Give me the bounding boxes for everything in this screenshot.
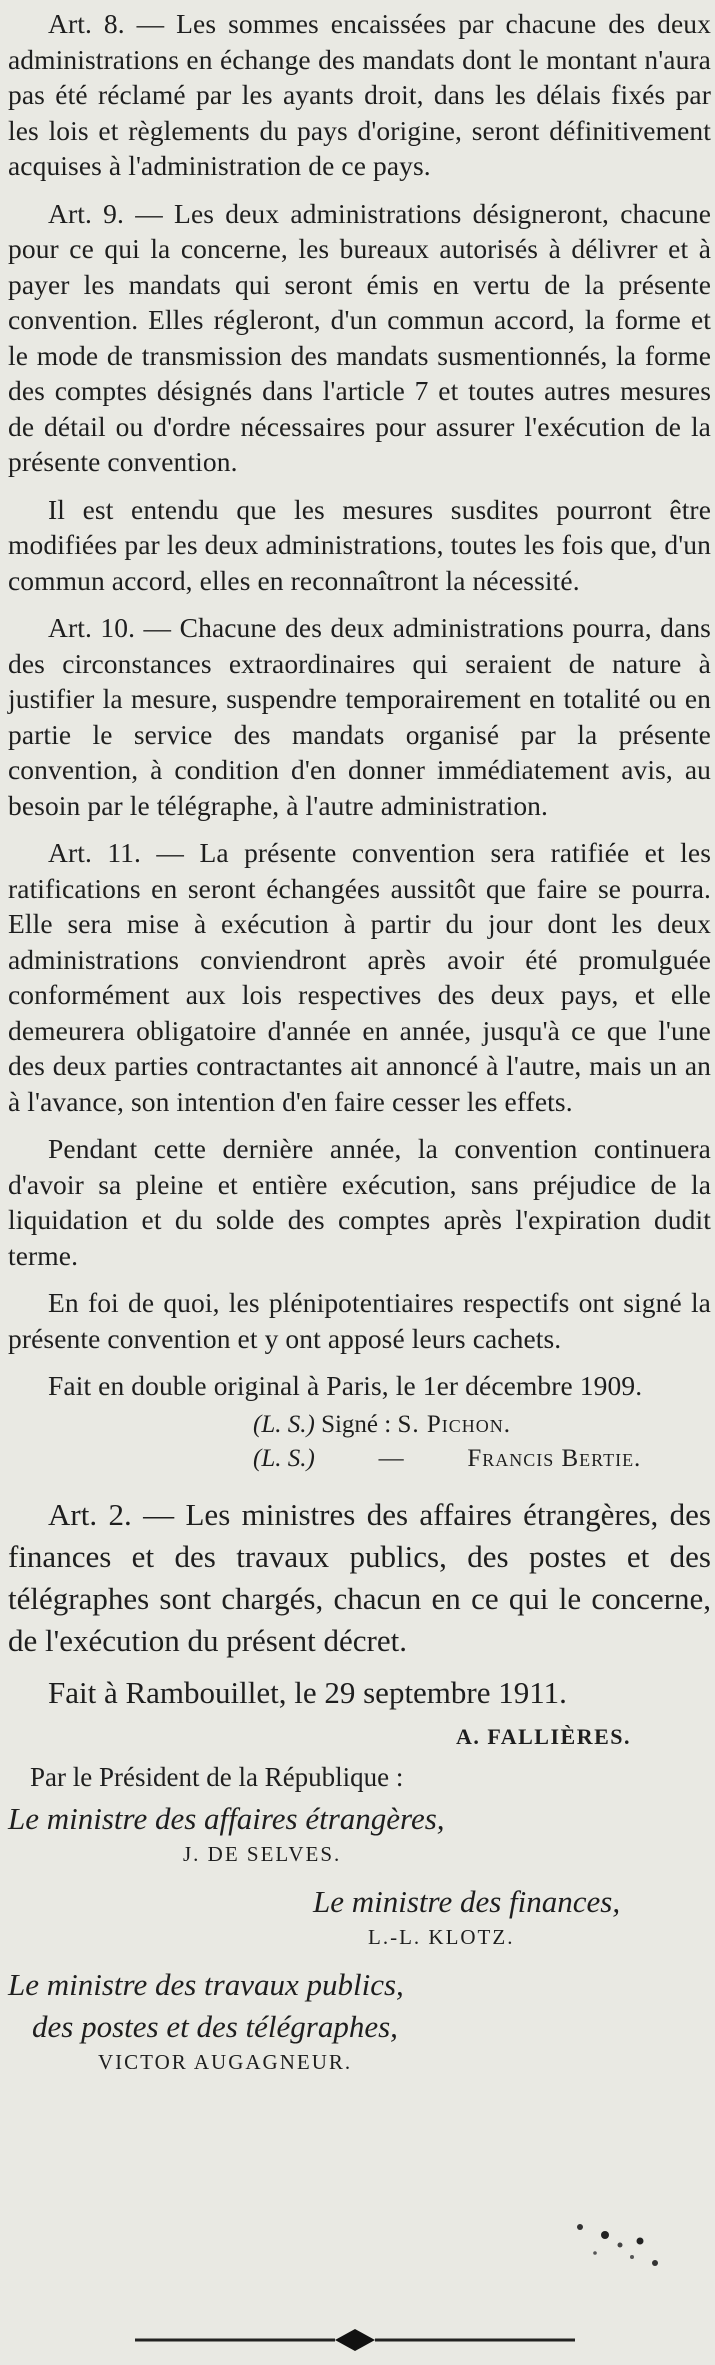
signatory-name: S. Pichon. [397, 1410, 512, 1438]
minister-name: L.-L. KLOTZ. [368, 1924, 515, 1949]
signatory-name: Francis Bertie. [467, 1444, 642, 1472]
article-label: Art. 8. — [48, 8, 165, 39]
paragraph-text: Fait en double original à Paris, le 1er décembre 1909. [48, 1370, 643, 1401]
signature-line [8, 1442, 711, 1476]
article-text: Chacune des deux administrations pourra, dans des circonstances extraordinaires qui seraient de nature à justifier la mesure, suspendre temporairement en totalité ou en partie le service des mandats organisé par la présente convention, à condition d'en donner immédiatement avis, au besoin par le télégraphe, à l'autre administration. [8, 612, 711, 821]
minister-name-line [8, 1842, 711, 1867]
minister-title: Le ministre des travaux publics, [8, 1966, 404, 2002]
minister-name-line [8, 2050, 711, 2075]
minister-public-works [8, 1964, 711, 2075]
article-text: Les deux administrations désigneront, chacune pour ce qui la concerne, les bureaux autorisés à délivrer et à payer les mandats qui seront émis en vertu de la présente convention. Elles régleront, d'un commun accord, la forme et le mode de transmission des mandats susmentionnés, la forme des comptes désignés dans l'article 7 et toutes autres mesures de détail ou d'ordre nécessaires pour assurer l'exécution de la présente convention. [8, 197, 712, 477]
minister-finances [8, 1881, 711, 1950]
article-11-continuation [8, 1131, 711, 1273]
minister-name: VICTOR AUGAGNEUR. [98, 2049, 353, 2074]
decree-article-2 [8, 1494, 711, 1662]
article-9-continuation [8, 492, 711, 599]
paragraph-text: En foi de quoi, les plénipotentiaires respectifs ont signé la présente convention et y ont apposé leurs cachets. [8, 1287, 711, 1354]
signature-role: — [378, 1444, 404, 1472]
seal-mark: (L. S.) [253, 1444, 315, 1472]
by-president-line: Par le Président de la République : [30, 1761, 404, 1792]
signature-role: Signé : [321, 1410, 392, 1438]
minister-name-line [8, 1925, 711, 1950]
article-8 [8, 6, 711, 184]
minister-title: Le ministre des affaires étrangères, [8, 1800, 445, 1836]
article-text: Les ministres des affaires étrangères, des finances et des travaux publics, des postes et des télégraphes sont chargés, chacun en ce qui le concerne, de l'exécution du présent décret. [8, 1496, 711, 1658]
paragraph-text: Pendant cette dernière année, la convention continuera d'avoir sa pleine et entière exécution, sans préjudice de la liquidation et du solde des comptes après l'expiration dudit terme. [8, 1133, 711, 1271]
article-text: La présente convention sera ratifiée et les ratifications en seront échangées aussitôt que faire se pourra. Elle sera mise à exécution à partir du jour dont les deux administrations conviendront après avoir été promulguée conformément aux lois respectives des deux pays, et elle demeurera obligatoire d'année en année, jusqu'à ce que l'une des deux parties contractantes ait annoncé à l'autre, mais un an à l'avance, son intention d'en faire cesser les effets. [8, 837, 711, 1117]
ornament-diamond [335, 2329, 375, 2351]
signature-line [8, 1408, 711, 1442]
minister-title: Le ministre des finances, [313, 1883, 621, 1919]
decree-place-date: Fait à Rambouillet, le 29 septembre 1911. [48, 1674, 567, 1710]
minister-signatures [8, 1798, 711, 2075]
article-text: Les sommes encaissées par chacune des deux administrations en échange des mandats dont le montant n'aura pas été réclamé par les ayants droit, dans les délais fixés par les lois et règlements du pays d'origine, seront définitivement acquises à l'administration de ce pays. [8, 8, 711, 181]
minister-name: J. DE SELVES. [183, 1841, 342, 1866]
in-witness-paragraph [8, 1285, 711, 1356]
minister-title: des postes et des télégraphes, [32, 2008, 398, 2044]
article-label: Art. 9. — [48, 197, 163, 229]
article-label: Art. 11. — [48, 837, 185, 868]
article-label: Art. 2. — [48, 1496, 175, 1532]
minister-foreign-affairs [8, 1798, 711, 1867]
president-name: A. FALLIÈRES. [456, 1723, 631, 1749]
done-at-paris-paragraph [8, 1368, 711, 1404]
article-9 [8, 196, 711, 480]
paragraph-text: Il est entendu que les mesures susdites pourront être modifiées par les deux administrations, toutes les fois que, d'un commun accord, elles en reconnaîtront la nécessité. [8, 493, 711, 596]
convention-signatures [8, 1408, 711, 1476]
article-label: Art. 10. — [48, 612, 172, 643]
article-11 [8, 835, 711, 1119]
president-signature [8, 1724, 711, 1750]
seal-mark: (L. S.) [253, 1410, 315, 1438]
scan-noise [560, 2215, 670, 2275]
ornament-divider [135, 2325, 575, 2355]
article-10 [8, 610, 711, 823]
